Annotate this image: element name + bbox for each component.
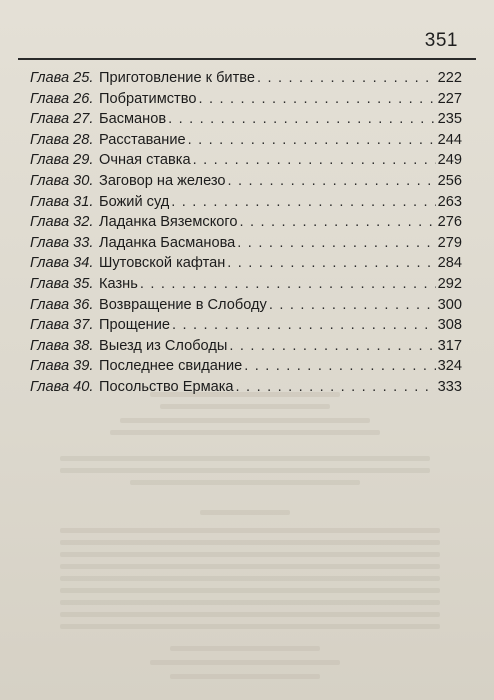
chapter-label: Глава 30. [30, 172, 94, 189]
chapter-label: Глава 34. [30, 255, 94, 272]
dot-leader [228, 171, 436, 192]
dot-leader [269, 295, 436, 316]
chapter-page-number: 324 [437, 358, 462, 375]
toc-entry [30, 212, 462, 233]
chapter-page-number: 222 [437, 70, 462, 86]
toc-entry [30, 295, 462, 316]
dot-leader [257, 68, 436, 89]
chapter-title: Побратимство [99, 90, 197, 107]
page-number: 351 [424, 30, 458, 51]
chapter-title: Прощение [99, 317, 171, 334]
toc-entry [30, 192, 462, 213]
dot-leader [188, 130, 436, 151]
chapter-title: Ладанка Вяземского [99, 214, 238, 231]
dot-leader [171, 192, 435, 213]
chapter-title: Заговор на железо [99, 172, 226, 189]
toc-entry [30, 130, 462, 151]
chapter-label: Глава 29. [30, 152, 94, 169]
dot-leader [244, 356, 435, 377]
chapter-title: Ладанка Басманова [99, 234, 236, 251]
chapter-page-number: 244 [437, 131, 462, 148]
chapter-label: Глава 33. [30, 234, 94, 251]
dot-leader [193, 150, 436, 171]
dot-leader [140, 274, 436, 295]
chapter-label: Глава 31. [30, 193, 94, 210]
chapter-label: Глава 38. [30, 337, 94, 354]
toc-entry [30, 315, 462, 336]
dot-leader [237, 233, 435, 254]
toc-entry [30, 274, 462, 295]
toc-entry [30, 253, 462, 274]
toc-entry [30, 109, 462, 130]
chapter-label: Глава 40. [30, 378, 94, 395]
chapter-page-number: 256 [437, 172, 462, 189]
toc-entry [30, 89, 462, 110]
dot-leader [168, 109, 436, 130]
chapter-title: Возвращение в Слободу [99, 296, 267, 313]
toc-entry [30, 356, 462, 377]
chapter-page-number: 300 [437, 296, 462, 313]
chapter-label: Глава 36. [30, 296, 94, 313]
chapter-page-number: 333 [437, 378, 462, 395]
toc-entry [30, 233, 462, 254]
chapter-page-number: 279 [437, 234, 462, 251]
dot-leader [236, 377, 436, 398]
dot-leader [172, 315, 436, 336]
dot-leader [227, 253, 435, 274]
chapter-page-number: 249 [437, 152, 462, 169]
chapter-title: Выезд из Слободы [99, 337, 228, 354]
chapter-label: Глава 37. [30, 317, 94, 334]
chapter-page-number: 317 [437, 337, 462, 354]
chapter-label: Глава 25. [30, 70, 94, 86]
chapter-label: Глава 28. [30, 131, 94, 148]
chapter-page-number: 292 [437, 275, 462, 292]
toc-entry [30, 68, 462, 89]
chapter-label: Глава 27. [30, 111, 94, 128]
chapter-label: Глава 26. [30, 90, 94, 107]
chapter-title: Шутовской кафтан [99, 255, 226, 272]
chapter-page-number: 284 [437, 255, 462, 272]
chapter-title: Басманов [99, 111, 167, 128]
table-of-contents [30, 68, 462, 398]
dot-leader [240, 212, 436, 233]
chapter-title: Посольство Ермака [99, 378, 234, 395]
chapter-title: Приготовление к битве [99, 70, 255, 86]
chapter-page-number: 227 [437, 90, 462, 107]
toc-entry [30, 171, 462, 192]
chapter-page-number: 276 [437, 214, 462, 231]
chapter-title: Божий суд [99, 193, 170, 210]
toc-entry [30, 336, 462, 357]
chapter-page-number: 308 [437, 317, 462, 334]
header-rule [18, 58, 476, 60]
chapter-title: Очная ставка [99, 152, 191, 169]
dot-leader [198, 89, 435, 110]
chapter-label: Глава 35. [30, 275, 94, 292]
toc-entry [30, 377, 462, 398]
chapter-title: Казнь [99, 275, 138, 292]
chapter-title: Последнее свидание [99, 358, 243, 375]
chapter-label: Глава 32. [30, 214, 94, 231]
chapter-title: Расставание [99, 131, 186, 148]
chapter-page-number: 235 [437, 111, 462, 128]
dot-leader [229, 336, 435, 357]
chapter-page-number: 263 [437, 193, 462, 210]
chapter-label: Глава 39. [30, 358, 94, 375]
toc-entry [30, 150, 462, 171]
